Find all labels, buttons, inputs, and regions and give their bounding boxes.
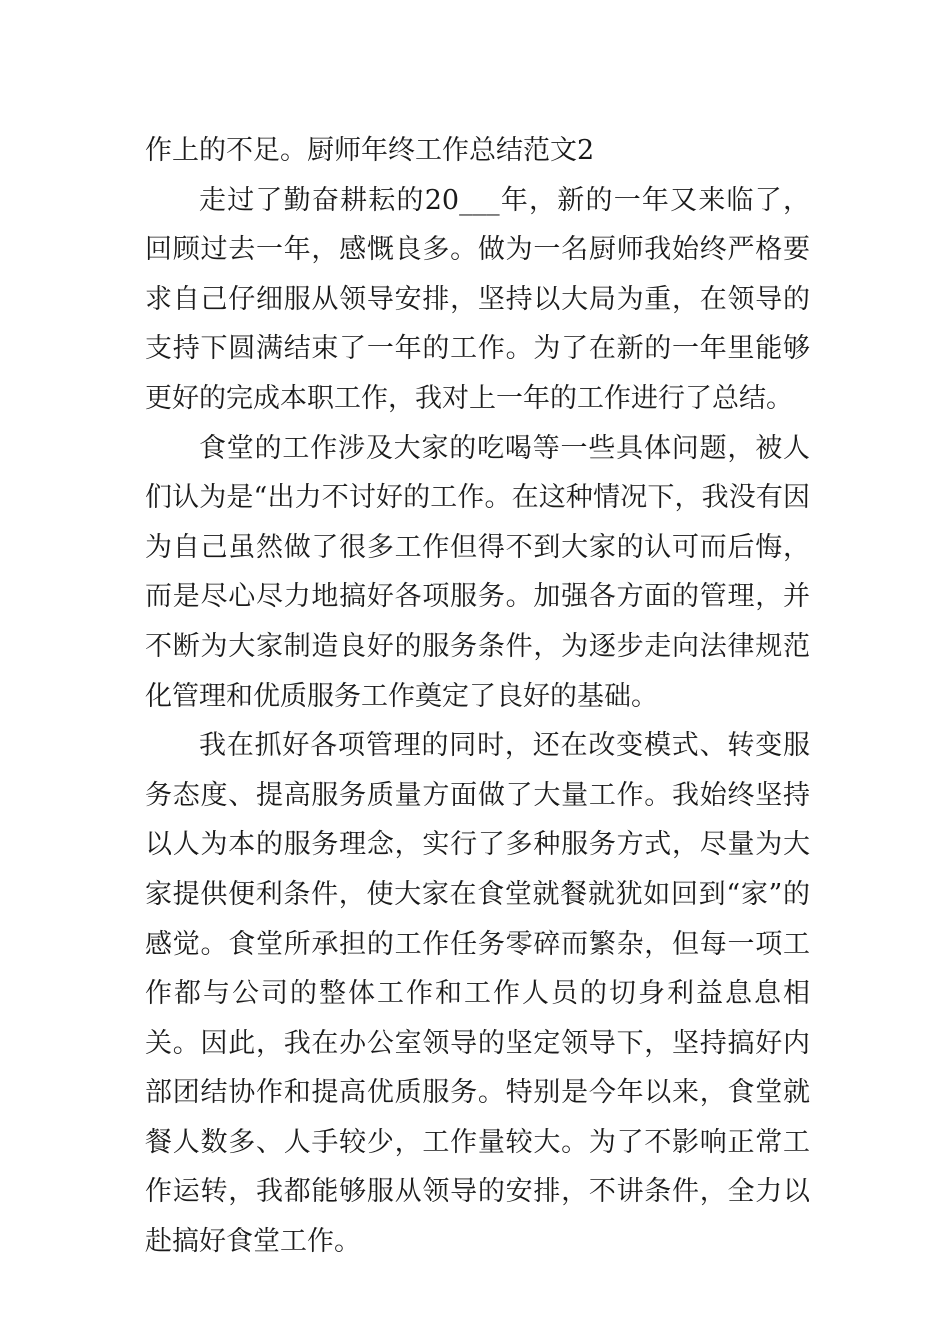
paragraph-intro: 走过了勤奋耕耘的20___年，新的一年又来临了，回顾过去一年，感慨良多。做为一名厨师我始终严格要求自己仔细服从领导安排，坚持以大局为重，在领导的支持下圆满结束了一年的工作。为了在新的一年里能够更好的完成本职工作，我对上一年的工作进行了总结。	[145, 184, 810, 414]
paragraph-canteen-work: 食堂的工作涉及大家的吃喝等一些具体问题，被人们认为是“出力不讨好的工作。在这种情况下，我没有因为自己虽然做了很多工作但得不到大家的认可而后悔，而是尽心尽力地搞好各项服务。加强各方面的管理，并不断为大家制造良好的服务条件，为逐步走向法律规范化管理和优质服务工作奠定了良好的基础。	[145, 432, 810, 712]
paragraph-service-improvement: 我在抓好各项管理的同时，还在改变模式、转变服务态度、提高服务质量方面做了大量工作。我始终坚持以人为本的服务理念，实行了多种服务方式，尽量为大家提供便利条件，使大家在食堂就餐就犹如回到“家”的感觉。食堂所承担的工作任务零碎而繁杂，但每一项工作都与公司的整体工作和工作人员的切身利益息息相关。因此，我在办公室领导的坚定领导下，坚持搞好内部团结协作和提高优质服务。特别是今年以来，食堂就餐人数多、人手较少，工作量较大。为了不影响正常工作运转，我都能够服从领导的安排，不讲条件，全力以赴搞好食堂工作。	[145, 730, 810, 1258]
document-body	[145, 126, 810, 1267]
paragraph-continuation: 作上的不足。厨师年终工作总结范文2	[145, 135, 595, 166]
